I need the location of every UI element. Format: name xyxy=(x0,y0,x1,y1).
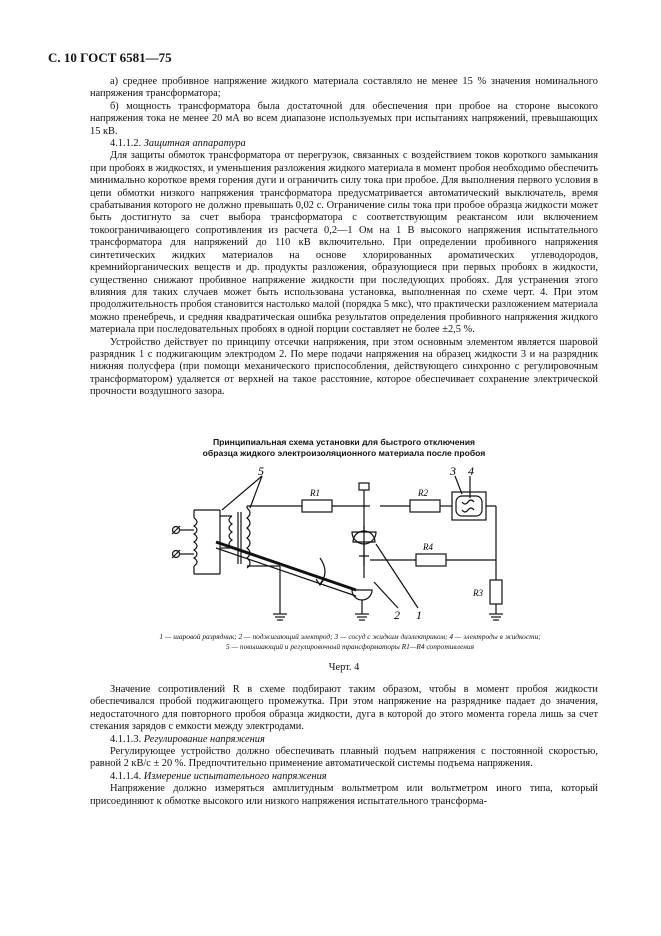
text-block-1 xyxy=(90,76,598,399)
page-header: С. 10 ГОСТ 6581—75 xyxy=(48,50,172,65)
liquid-electrodes xyxy=(456,496,482,516)
figure-number: Черт. 4 xyxy=(328,662,360,673)
circuit-diagram xyxy=(150,466,540,626)
reg-transformer-coil xyxy=(194,518,197,566)
label-4: 4 xyxy=(468,466,474,478)
section-title: Защитная аппаратура xyxy=(143,138,246,150)
circuit-svg xyxy=(150,466,540,626)
section-heading-protection xyxy=(90,138,598,150)
ground-sphere xyxy=(352,590,372,600)
paragraph-measurement: Напряжение должно измеряться амплитудным вольтметром или вольтметром иного типа, который присоединяют к обмотке высокого или низкого напряжения испытательного трансформа- xyxy=(90,783,598,807)
paragraph-resistances: Значение сопротивлений R в схеме подбирают таким образом, чтобы в момент пробоя жидкости обеспечивался пробой поджигающего промежутка. При этом напряжение на разряднике падает до значения, недостаточного для повторного пробоя образца жидкости, дуга в которой до этого момента горела лишь за счет стекания зарядов с емкости между электродами. xyxy=(90,684,598,733)
paragraph-regulation: Регулирующее устройство должно обеспечивать плавный подъем напряжения с постоянной скоростью, равной 2 кВ/с ± 20 %. Предпочтительно применение автоматической системы подъема напряжения. xyxy=(90,746,598,770)
label-r1: R1 xyxy=(310,488,320,498)
text-block-2 xyxy=(90,684,598,808)
section-title: Регулирование напряжения xyxy=(143,733,265,745)
label-r3: R3 xyxy=(473,588,483,598)
resistor-r4 xyxy=(416,554,446,566)
stepup-primary-coil xyxy=(229,516,232,548)
paragraph-b: б) мощность трансформатора была достаточной для обеспечения при пробое на стороне высокого напряжения тока не менее 20 мА во всем диапазоне используемых при испытаниях напряжений, превышающих 15 кВ. xyxy=(90,100,598,137)
figure-caption-line2: 5 — повышающий и регулировочный трансформаторы R1—R4 сопротивления xyxy=(225,642,475,651)
label-r2: R2 xyxy=(418,488,428,498)
mechanical-linkage xyxy=(216,542,356,590)
paragraph-a: а) среднее пробивное напряжение жидкого материала составляло не менее 15 % значения номинального напряжения трансформатора; xyxy=(90,76,598,100)
section-number: 4.1.1.3. xyxy=(110,733,142,745)
paragraph-protection: Для защиты обмоток трансформатора от перегрузок, связанных с воздействием токов короткого замыкания при пробоях в жидкостях, и уменьшения разложения жидкого материала в момент пробоя необходимо обеспечить минимально короткое время горения дуги и ограничить силу тока при пробое. Для выполнения первого условия в цепи обмотки низкого напряжения трансформатора предусматривается автоматический выключатель, время срабатывания которого не должно превышать 0,02 с. Ограничение силы тока при пробое образца жидкости может быть достигнуто за счет выбора трансформатора с соответствующим реактансом или включением токоограничивающего сопротивления из расчета 0,2—1 Ом на 1 В высокого напряжения испытательного трансформатора для напряжений до 110 кВ включительно. При определении пробивного напряжения синтетических жидких материалов на основе хлорированных ароматических углеводородов, кремнийорганических веществ и др. продукты разложения, образующиеся при первых пробоях в жидкости, существенно снижают пробивное напряжение жидкости при последующих пробоях. Для устранения этого влияния для таких случаев может быть использована установка, выполненная по схеме черт. 4. При этом продолжительность пробоя становится настолько малой (порядка 5 мкс), что практически разложением материала можно пренебречь, и средняя квадратическая ошибка результатов определения пробивного напряжения жидкого материала при последовательных пробоях в одной порции составляет не более ±2,5 %. xyxy=(90,150,598,336)
label-5: 5 xyxy=(258,466,264,478)
figure-caption xyxy=(90,632,610,652)
label-r4: R4 xyxy=(423,542,433,552)
label-1: 1 xyxy=(416,608,422,622)
resistor-r1 xyxy=(302,500,332,512)
section-number: 4.1.1.4. xyxy=(110,770,142,782)
figure-title xyxy=(90,437,598,459)
label-2: 2 xyxy=(394,608,400,622)
label-3: 3 xyxy=(450,466,456,478)
section-number: 4.1.1.2. xyxy=(110,138,142,150)
section-heading-regulation xyxy=(90,734,598,746)
resistor-r2 xyxy=(410,500,440,512)
figure-title-line1: Принципиальная схема установки для быстрого отключения xyxy=(212,437,476,447)
section-title: Измерение испытательного напряжения xyxy=(143,770,327,782)
paragraph-device: Устройство действует по принципу отсечки напряжения, при этом основным элементом является шаровой разрядник 1 с поджигающим электродом 2. По мере подачи напряжения на образец жидкости 3 и на разрядник нижняя полусфера (при помощи механического приспособления, действующего синхронно с регулировочным трансформатором) удаляется от верхней на такое расстояние, которое обеспечивает сохранение электрической прочности воздушного зазора. xyxy=(90,336,598,398)
figure-caption-line1: 1 — шаровой разрядник; 2 — поджигающий электрод; 3 — сосуд с жидким диэлектриком; 4 — электроды в жидкости; xyxy=(159,632,541,641)
resistor-r3 xyxy=(490,580,502,604)
figure-title-line2: образца жидкого электроизоляционного материала после пробоя xyxy=(202,448,486,458)
section-heading-measurement xyxy=(90,771,598,783)
